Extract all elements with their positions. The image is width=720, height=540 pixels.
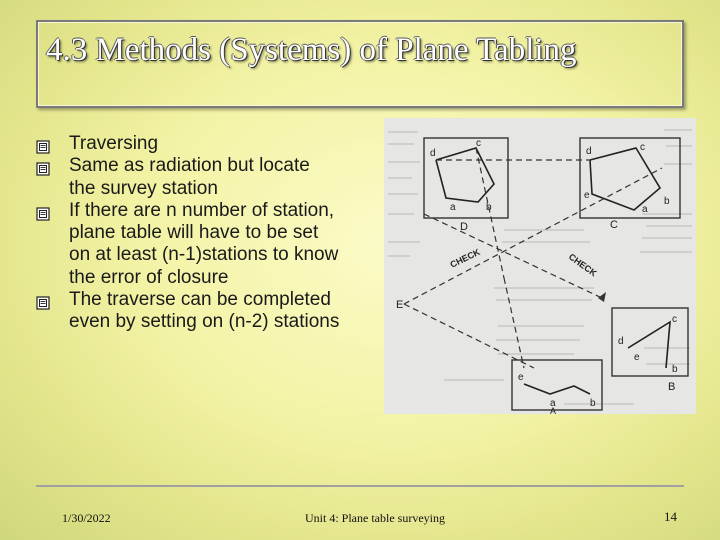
traverse-figure <box>384 118 696 414</box>
bullet-item <box>36 289 386 334</box>
traverse-diagram <box>384 118 696 414</box>
station-label-D: D <box>460 221 468 233</box>
bullet-line: If there are n number of station, <box>69 199 335 221</box>
slide-title: 4.3 Methods (Systems) of Plane Tabling <box>46 32 577 68</box>
label-c: c <box>640 142 645 153</box>
station-label-A: A <box>550 406 557 414</box>
station-label-E: E <box>396 299 404 311</box>
label-e: e <box>634 352 640 363</box>
footer-date: 1/30/2022 <box>62 511 111 525</box>
bullet-line: The traverse can be completed <box>69 289 331 311</box>
bullet-line: even by setting on (n-2) stations <box>69 311 340 333</box>
label-d: d <box>618 336 624 347</box>
document-bullet-icon <box>36 296 50 310</box>
bullet-line: Same as radiation but locate <box>69 155 310 177</box>
check-label: CHECK <box>448 246 482 270</box>
footer-divider <box>36 485 684 487</box>
label-a: a <box>642 204 648 215</box>
bullet-line: Traversing <box>69 133 159 154</box>
bullet-item <box>36 133 386 155</box>
document-bullet-icon <box>36 207 50 221</box>
label-c: c <box>672 314 677 325</box>
label-e: e <box>518 372 524 383</box>
label-b: b <box>486 202 492 213</box>
label-b: b <box>664 196 670 207</box>
label-e: e <box>584 190 590 201</box>
label-d: d <box>586 146 592 157</box>
document-bullet-icon <box>36 162 50 176</box>
label-c: c <box>476 138 481 149</box>
station-label-C: C <box>610 219 618 231</box>
label-b: b <box>672 364 678 375</box>
check-label: CHECK <box>566 251 599 279</box>
bullet-item <box>36 155 386 200</box>
bullet-list <box>36 133 386 334</box>
bullet-line: plane table will have to be set <box>69 222 319 244</box>
label-a: a <box>450 202 456 213</box>
bullet-line: the error of closure <box>69 266 229 288</box>
bullet-line: the survey station <box>69 177 218 199</box>
slide-number: 14 <box>664 509 677 524</box>
label-d: d <box>430 148 436 159</box>
bullet-item <box>36 200 386 289</box>
document-bullet-icon <box>36 140 50 154</box>
station-label-B: B <box>668 381 676 393</box>
bullet-line: on at least (n-1)stations to know <box>69 244 339 266</box>
label-a: a <box>550 398 556 409</box>
footer-center-text: Unit 4: Plane table surveying <box>305 511 445 525</box>
title-box <box>36 20 684 108</box>
label-b: b <box>590 398 596 409</box>
